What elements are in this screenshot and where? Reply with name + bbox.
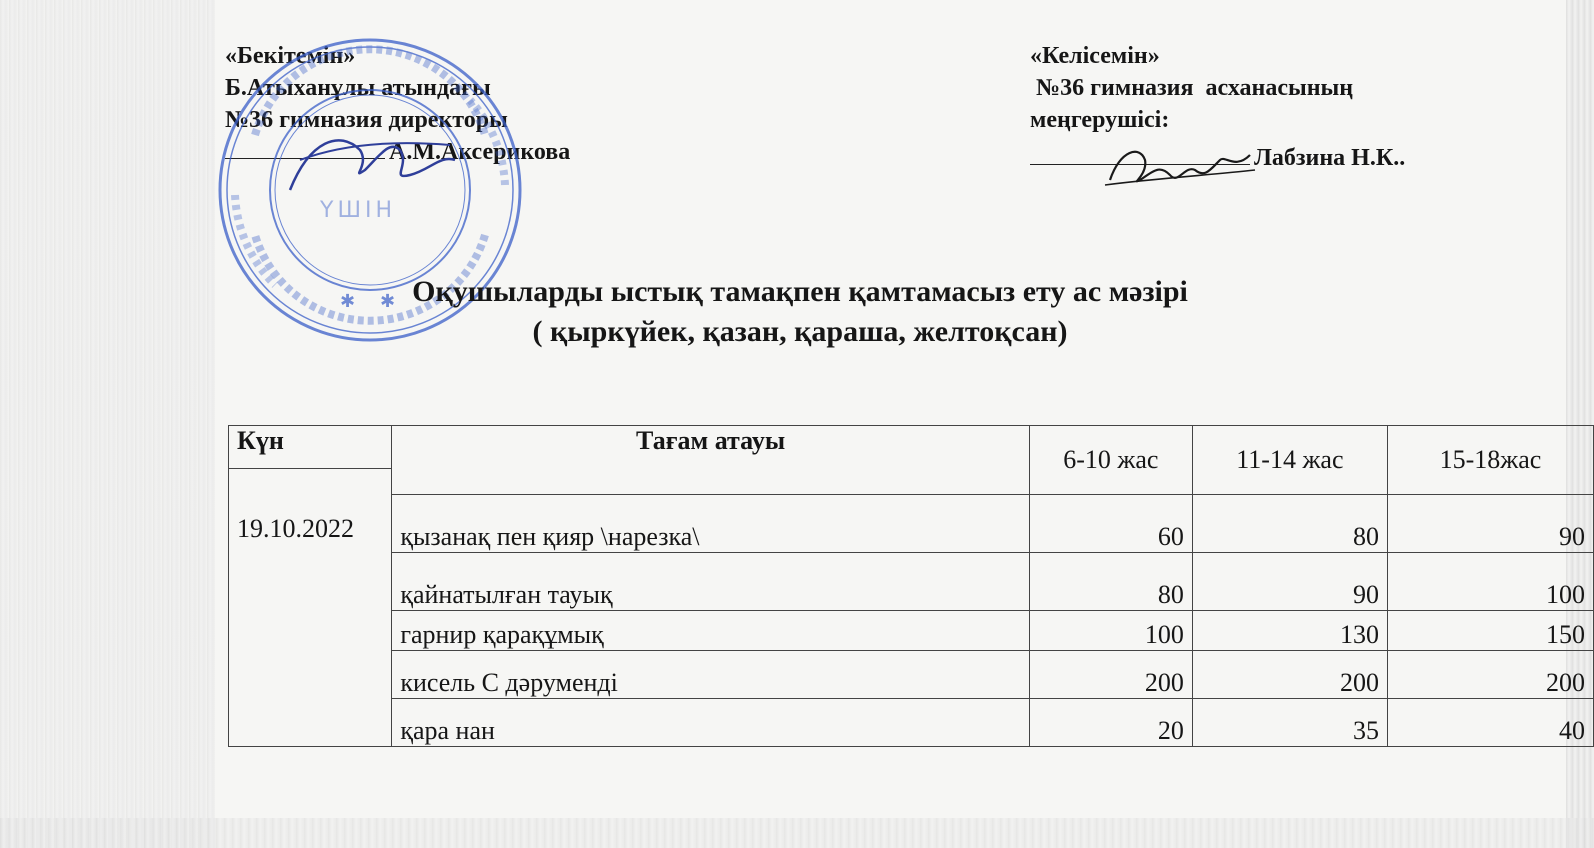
approve-school: Б.Атыханұлы атындағы: [225, 75, 491, 101]
portion-15-18: 200: [1387, 651, 1593, 699]
portion-6-10: 200: [1029, 651, 1192, 699]
menu-title: Оқушыларды ыстық тамақпен қамтамасыз ету ас мәзірі: [412, 275, 1188, 308]
table-row: [229, 611, 1594, 651]
portion-11-14: 130: [1192, 611, 1387, 651]
portion-15-18: 40: [1387, 699, 1593, 747]
agree-position: меңгерушісі:: [1030, 107, 1170, 133]
day-header: Күн: [229, 426, 392, 469]
portion-6-10: 80: [1029, 553, 1192, 611]
age-header-15-18: 15-18жас: [1387, 426, 1593, 495]
portion-11-14: 200: [1192, 651, 1387, 699]
portion-6-10: 20: [1029, 699, 1192, 747]
document-title: [300, 272, 1300, 352]
svg-text:✱: ✱: [380, 291, 396, 312]
menu-table: [228, 425, 1594, 747]
table-row: [229, 651, 1594, 699]
portion-15-18: 100: [1387, 553, 1593, 611]
manager-name: Лабзина Н.К..: [1254, 145, 1406, 171]
approve-position: №36 гимназия директоры: [225, 107, 508, 133]
portion-11-14: 35: [1192, 699, 1387, 747]
svg-text:✱: ✱: [340, 291, 356, 312]
menu-subtitle: ( қыркүйек, қазан, қараша, желтоқсан): [532, 315, 1068, 348]
portion-11-14: 80: [1192, 495, 1387, 553]
page-bottom-edge: [0, 818, 1594, 848]
approve-heading: «Бекітемін»: [225, 43, 356, 69]
dish-name: қайнатылған тауық: [392, 553, 1030, 611]
table-header-row: [229, 426, 1594, 469]
director-signature: [270, 120, 470, 210]
table-row: [229, 699, 1594, 747]
portion-11-14: 90: [1192, 553, 1387, 611]
portion-6-10: 100: [1029, 611, 1192, 651]
age-header-6-10: 6-10 жас: [1029, 426, 1192, 495]
agree-canteen: №36 гимназия асханасының: [1030, 75, 1354, 101]
stamp-word: ҮШІН: [320, 198, 396, 223]
portion-15-18: 150: [1387, 611, 1593, 651]
dish-name: қара нан: [392, 699, 1030, 747]
page-fold-shadow: [0, 0, 215, 848]
dish-header: Тағам атауы: [392, 426, 1030, 495]
portion-15-18: 90: [1387, 495, 1593, 553]
portion-6-10: 60: [1029, 495, 1192, 553]
dish-name: гарнир қарақұмық: [392, 611, 1030, 651]
manager-signature: [1100, 140, 1260, 200]
age-header-11-14: 11-14 жас: [1192, 426, 1387, 495]
dish-name: қызанақ пен қияр \нарезка\: [392, 495, 1030, 553]
table-row: [229, 495, 1594, 553]
table-row: [229, 553, 1594, 611]
director-name: А.М.Аксерикова: [389, 139, 571, 165]
agree-heading: «Келісемін»: [1030, 43, 1160, 69]
dish-name: кисель С дәруменді: [392, 651, 1030, 699]
menu-date: 19.10.2022: [229, 469, 392, 747]
